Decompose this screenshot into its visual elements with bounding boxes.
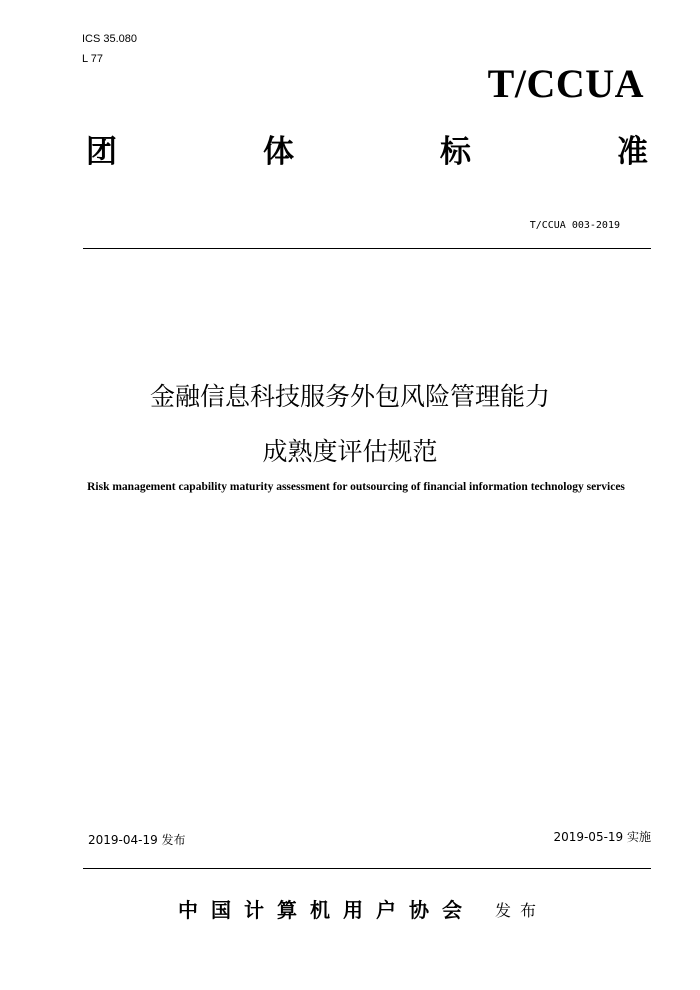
ics-code: ICS 35.080 [82, 33, 138, 45]
standard-type-char-4: 准 [617, 134, 648, 170]
ccs-code: L 77 [82, 53, 104, 65]
brand-code: T/CCUA [487, 61, 644, 106]
standard-type-char-1: 团 [86, 134, 117, 170]
top-divider [83, 248, 651, 249]
bottom-divider [83, 868, 651, 869]
standard-number: T/CCUA 003-2019 [529, 220, 620, 231]
title-zh-line-2: 成熟度评估规范 [262, 437, 438, 466]
standard-type-heading [86, 130, 648, 174]
standard-type-char-2: 体 [263, 134, 294, 170]
standard-type-char-3: 标 [440, 134, 471, 170]
publish-label: 发布 [495, 901, 546, 920]
title-zh-line-1: 金融信息科技服务外包风险管理能力 [149, 382, 550, 411]
issue-date: 2019-04-19 发布 [88, 833, 186, 847]
publisher-name: 中国计算机用户协会 [178, 898, 475, 922]
title-en: Risk management capability maturity assessment for outsourcing of financial information technology services [87, 481, 625, 493]
implementation-date: 2019-05-19 实施 [553, 830, 651, 844]
